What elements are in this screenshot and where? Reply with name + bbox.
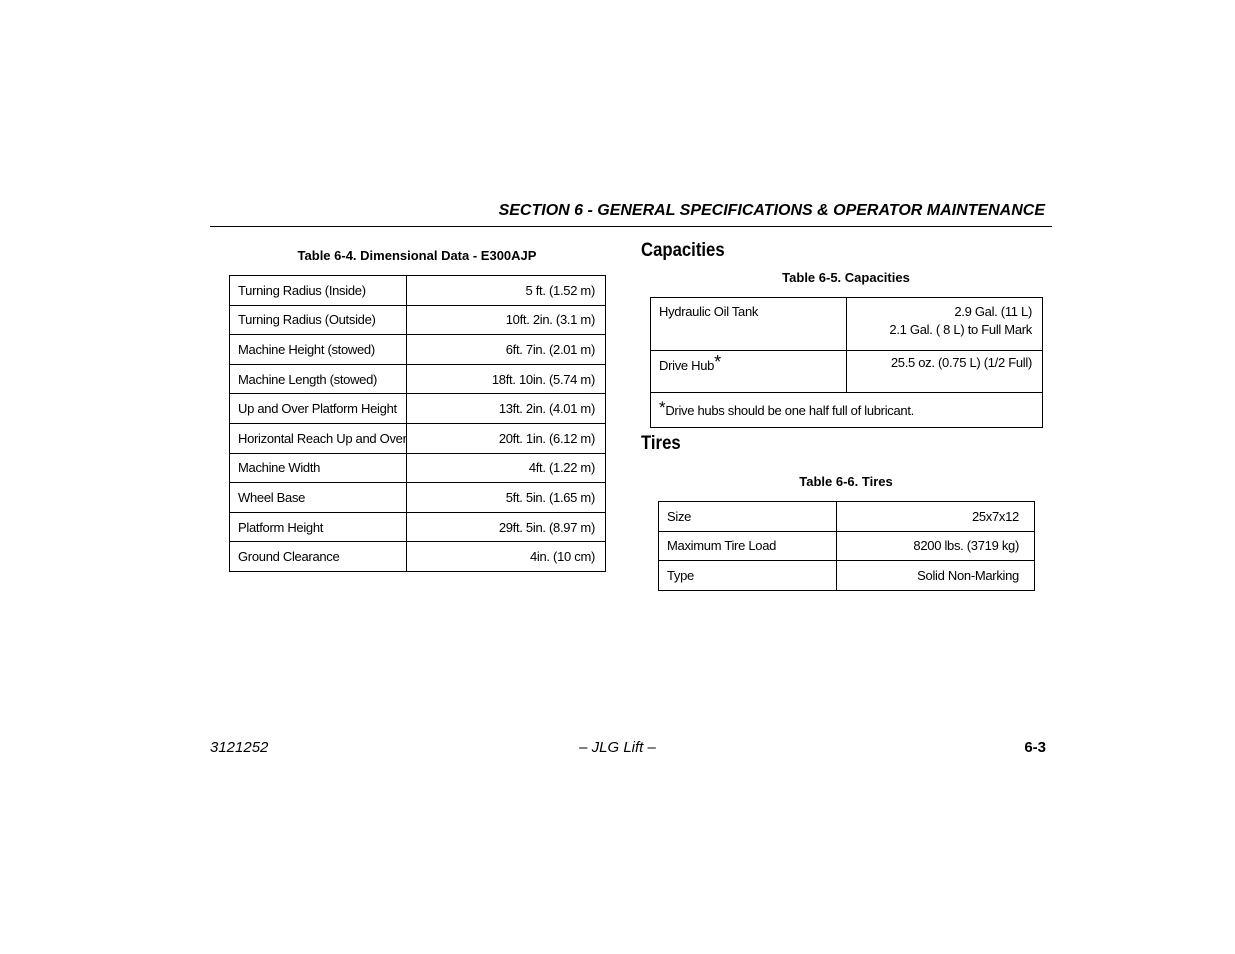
page-number: 6-3 — [1024, 739, 1046, 756]
value-line: 2.1 Gal. ( 8 L) to Full Mark — [889, 322, 1032, 337]
table-row — [659, 561, 1035, 591]
table-row — [230, 276, 606, 306]
row-label — [651, 351, 847, 393]
row-value: Solid Non-Marking — [837, 561, 1035, 591]
row-label: Platform Height — [230, 512, 407, 542]
table-row — [230, 394, 606, 424]
tires-heading: Tires — [641, 433, 681, 454]
row-value: 25x7x12 — [837, 502, 1035, 532]
table-row — [230, 364, 606, 394]
row-value: 29ft. 5in. (8.97 m) — [407, 512, 606, 542]
capacities-table — [650, 297, 1043, 428]
row-label: Horizontal Reach Up and Over — [230, 423, 407, 453]
row-label: Machine Width — [230, 453, 407, 483]
row-label: Wheel Base — [230, 483, 407, 513]
header-divider — [210, 226, 1052, 227]
row-value: 10ft. 2in. (3.1 m) — [407, 305, 606, 335]
row-label: Machine Length (stowed) — [230, 364, 407, 394]
row-label: Hydraulic Oil Tank — [651, 298, 847, 351]
capacities-table-caption: Table 6-5. Capacities — [782, 270, 910, 285]
row-value: 25.5 oz. (0.75 L) (1/2 Full) — [847, 351, 1043, 393]
table-row — [230, 512, 606, 542]
row-value: 5 ft. (1.52 m) — [407, 276, 606, 306]
table-row — [230, 423, 606, 453]
tires-table — [658, 501, 1035, 591]
row-value: 5ft. 5in. (1.65 m) — [407, 483, 606, 513]
table-row — [230, 453, 606, 483]
row-value: 13ft. 2in. (4.01 m) — [407, 394, 606, 424]
row-label: Up and Over Platform Height — [230, 394, 407, 424]
row-label: Turning Radius (Outside) — [230, 305, 407, 335]
row-value — [847, 298, 1043, 351]
row-value: 18ft. 10in. (5.74 m) — [407, 364, 606, 394]
row-value: 4in. (10 cm) — [407, 542, 606, 572]
row-label: Type — [659, 561, 837, 591]
table-row — [651, 298, 1043, 351]
table-row — [651, 393, 1043, 428]
table-row — [651, 351, 1043, 393]
row-value: 4ft. (1.22 m) — [407, 453, 606, 483]
table-row — [659, 502, 1035, 532]
table-row — [230, 542, 606, 572]
row-label: Ground Clearance — [230, 542, 407, 572]
row-label: Machine Height (stowed) — [230, 335, 407, 365]
row-value: 20ft. 1in. (6.12 m) — [407, 423, 606, 453]
row-label-text: Drive Hub — [659, 358, 715, 373]
footnote-marker: * — [714, 352, 721, 372]
footnote-cell — [651, 393, 1043, 428]
table-row — [659, 531, 1035, 561]
footnote-marker: * — [659, 397, 666, 417]
row-label: Maximum Tire Load — [659, 531, 837, 561]
table-row — [230, 483, 606, 513]
row-value: 8200 lbs. (3719 kg) — [837, 531, 1035, 561]
row-label: Turning Radius (Inside) — [230, 276, 407, 306]
row-value: 6ft. 7in. (2.01 m) — [407, 335, 606, 365]
dimensional-table-caption: Table 6-4. Dimensional Data - E300AJP — [297, 248, 537, 263]
table-row — [230, 305, 606, 335]
document-number: 3121252 — [210, 739, 269, 756]
footer-center-text: – JLG Lift – — [579, 739, 656, 756]
footnote-text: Drive hubs should be one half full of lubricant. — [665, 402, 914, 418]
dimensional-data-table — [229, 275, 606, 572]
tires-table-caption: Table 6-6. Tires — [799, 474, 893, 489]
capacities-heading: Capacities — [641, 240, 725, 261]
section-header-title: SECTION 6 - GENERAL SPECIFICATIONS & OPERATOR MAINTENANCE — [498, 202, 1045, 219]
value-line: 2.9 Gal. (11 L) — [954, 304, 1032, 319]
row-label: Size — [659, 502, 837, 532]
table-row — [230, 335, 606, 365]
